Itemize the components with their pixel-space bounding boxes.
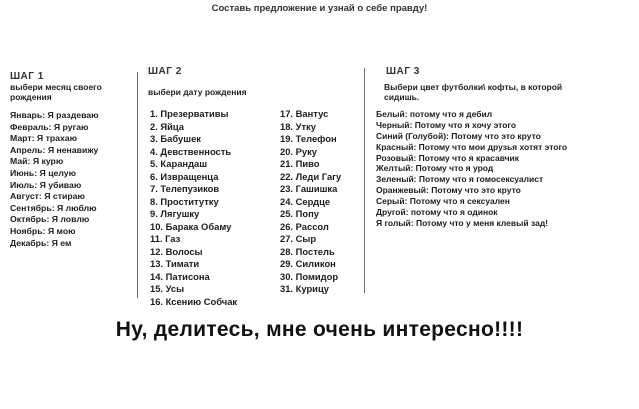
color-item: Синий (Голубой): Потому что это круто [376, 130, 541, 141]
step2-heading: ШАГ 2 [148, 66, 182, 77]
month-item: Октябрь: Я ловлю [10, 214, 90, 225]
date-item: 10. Барака Обаму [150, 220, 232, 232]
date-item: 29. Силикон [280, 258, 336, 269]
date-item: 19. Телефон [280, 133, 337, 144]
month-item: Февраль: Я ругаю [10, 121, 89, 132]
step1-instruction: выбери месяц своего рождения [10, 82, 102, 102]
date-item: 30. Помидор [280, 270, 339, 282]
color-item: Я голый: Потому что у меня клевый зад! [376, 217, 549, 228]
month-item: Май: Я курю [10, 156, 64, 167]
divider-right [364, 68, 365, 293]
date-item: 2. Яйца [150, 120, 185, 132]
month-item: Март: Я трахаю [10, 133, 78, 144]
color-item: Черный: Потому что я хочу этого [376, 119, 517, 130]
date-item: 21. Пиво [280, 158, 320, 169]
color-item: Белый: потому что я дебил [376, 109, 493, 119]
date-item: 22. Леди Гагу [280, 170, 342, 182]
step2-instruction: выбери дату рождения [148, 87, 247, 97]
color-item: Оранжевый: Потому что это круто [376, 185, 521, 196]
step3-heading: ШАГ 3 [386, 66, 420, 77]
date-item: 13. Тимати [150, 258, 200, 269]
step1-month-list [10, 110, 99, 249]
date-item: 3. Бабушек [150, 133, 201, 144]
step1-heading: ШАГ 1 [10, 71, 44, 82]
date-item: 24. Сердце [280, 195, 331, 207]
month-item: Июль: Я убиваю [10, 179, 82, 190]
date-item: 27. Сыр [280, 233, 317, 244]
divider-left [137, 72, 138, 298]
date-item: 7. Телепузиков [150, 183, 220, 194]
page-title: Составь предложение и узнай о себе правду! [211, 3, 428, 14]
month-item: Июнь: Я целую [10, 167, 77, 178]
date-item: 18. Утку [280, 120, 316, 132]
date-item: 8. Проститутку [150, 195, 219, 207]
date-item: 6. Извращенца [150, 170, 219, 182]
date-item: 9. Лягушку [150, 208, 200, 219]
date-item: 1. Презервативы [150, 108, 229, 119]
date-item: 4. Девственность [150, 145, 232, 157]
color-item: Красный: Потому что мои друзья хотят этого [376, 141, 568, 152]
step2-date-list-left [150, 108, 237, 308]
color-item: Другой: потому что я одинок [376, 207, 498, 218]
date-item: 25. Попу [280, 208, 319, 219]
date-item: 11. Газ [150, 233, 181, 244]
date-item: 16. Ксению Собчак [150, 295, 238, 307]
date-item: 23. Гашишка [280, 183, 338, 194]
month-item: Апрель: Я ненавижу [10, 144, 99, 155]
date-item: 20. Руку [280, 145, 318, 157]
step2-date-list-right [280, 108, 341, 296]
step3-color-list [376, 109, 567, 229]
color-item: Желтый: Потому что я урод [376, 163, 494, 174]
date-item: 28. Постель [280, 245, 335, 257]
date-item: 26. Рассол [280, 220, 329, 232]
color-item: Серый: Потому что я сексуален [376, 196, 510, 207]
month-item: Декабрь: Я ем [10, 237, 72, 248]
month-item: Сентябрь: Я люблю [10, 202, 97, 213]
month-item: Январь: Я раздеваю [10, 110, 99, 120]
date-item: 15. Усы [150, 283, 185, 294]
date-item: 12. Волосы [150, 245, 203, 257]
date-item: 14. Патисона [150, 270, 210, 282]
month-item: Август: Я стираю [10, 191, 85, 202]
date-item: 17. Вантус [280, 108, 329, 119]
color-item: Зеленый: Потому что я гомосексуалист [376, 174, 544, 185]
month-item: Ноябрь: Я мою [10, 225, 76, 236]
step3-instruction: Выбери цвет футболки\ кофты, в которой сидишь. [384, 82, 563, 102]
date-item: 31. Курицу [280, 283, 329, 294]
footer-caption: Ну, делитесь, мне очень интересно!!!! [115, 318, 524, 341]
color-item: Розовый: Потому что я красавчик [376, 152, 520, 163]
date-item: 5. Карандаш [150, 158, 208, 169]
